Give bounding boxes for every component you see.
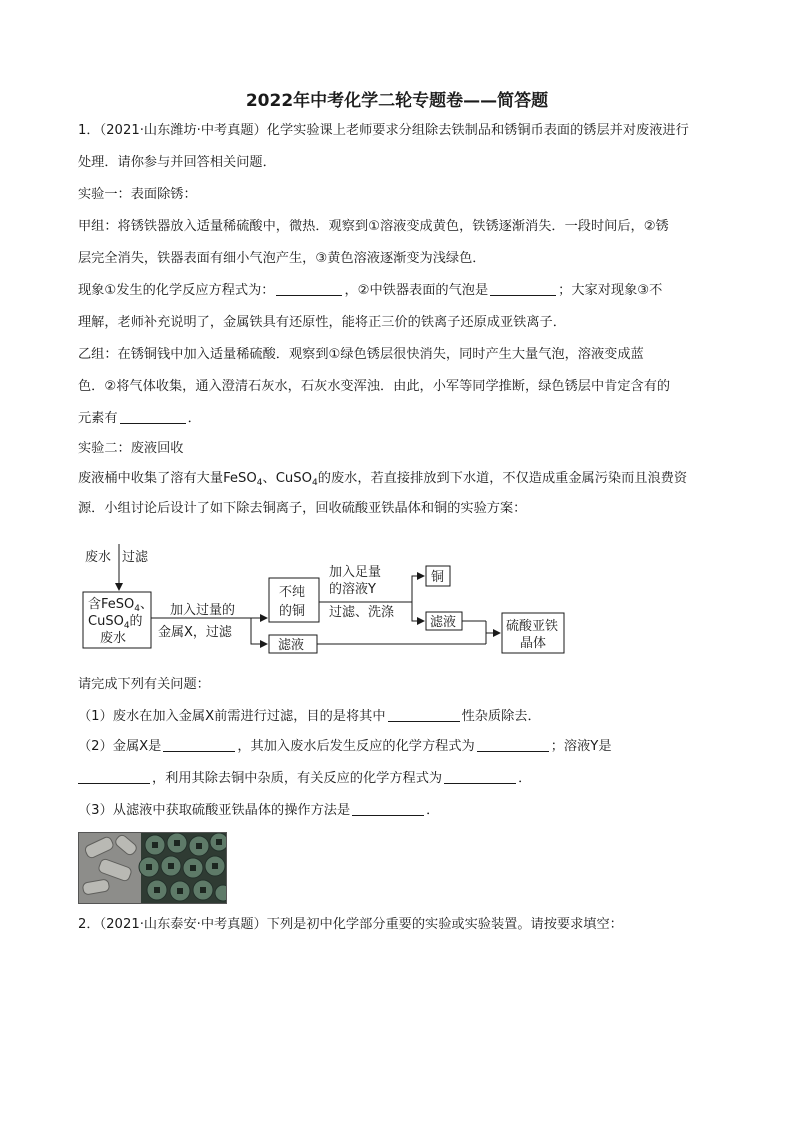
flow-arrow1-label1: 加入过量的: [170, 603, 236, 618]
observation-text-b: ，②中铁器表面的气泡是: [344, 283, 489, 298]
flow-box-input-line1: 含FeSO$_4$、: [88, 597, 153, 614]
group-yi-line2: 色．②将气体收集，通入澄清石灰水，石灰水变浑浊．由此，小军等同学推断，绿色锈层中肯定含有的: [78, 379, 671, 394]
sub-question-2-text-e: ．: [518, 771, 532, 786]
page-title: 2022年中考化学二轮专题卷——简答题: [245, 91, 549, 111]
answer-blank-equation-3[interactable]: [444, 769, 516, 784]
sub-question-3-text-b: ．: [426, 803, 440, 818]
sub-question-2-text-a: （2）金属X是: [78, 739, 162, 754]
answer-blank-elements[interactable]: [120, 409, 186, 424]
group-yi-line3: [78, 406, 718, 432]
sub-question-1-text-b: 性杂质除去．: [461, 709, 541, 724]
flow-label-wastewater: 废水: [85, 550, 112, 565]
q2-intro: 2．（2021·山东泰安·中考真题）下列是初中化学部分重要的实验或实验装置。请按要求填空：: [78, 917, 623, 932]
flowchart-diagram: [76, 538, 576, 662]
flow-arrow-to-filtrate: [251, 618, 267, 644]
flow-arrow-to-copper: [412, 576, 424, 602]
group-jia-line2: 层完全消失，铁器表面有细小气泡产生，③黄色溶液逐渐变为浅绿色．: [78, 251, 486, 266]
observation-text-c: ；大家对现象③不: [558, 283, 663, 298]
answer-blank-equation-1[interactable]: [276, 281, 342, 296]
flow-box-copper-label: 铜: [431, 570, 445, 585]
flow-box-input-line2: CuSO$_4$的: [88, 614, 143, 631]
flow-arrow2-label1: 加入足量: [329, 565, 382, 580]
sub-question-2-line1: [78, 734, 718, 760]
flow-arrow2-label2: 的溶液Y: [329, 582, 376, 597]
observation-text-a: 现象①发生的化学反应方程式为：: [78, 283, 275, 298]
observation-line1: [78, 278, 718, 304]
sub-question-2-text-c: ；溶液Y是: [550, 739, 612, 754]
flow-box-product-line1: 硫酸亚铁: [506, 619, 559, 634]
flow-box-filtrate-bottom-label: 滤液: [278, 638, 305, 653]
answer-blank-impurity[interactable]: [388, 707, 460, 722]
group-jia-line1: 甲组：将锈铁器放入适量稀硫酸中，微热．观察到①溶液变成黄色，铁锈逐渐消失．一段时间后，②锈: [78, 219, 669, 234]
waste-text-b: 的废水，若直接排放到下水道，不仅造成重金属污染而且浪费资: [317, 471, 688, 486]
q1-intro-line2: 处理．请你参与并回答相关问题．: [78, 155, 276, 170]
group-yi-text-a: 元素有: [78, 411, 118, 426]
rusty-items-illustration: [79, 833, 226, 903]
waste-line1: [78, 466, 718, 496]
answer-blank-metal-x[interactable]: [163, 737, 235, 752]
experiment-one-heading: 实验一：表面除锈：: [78, 187, 197, 202]
waste-line2: 源．小组讨论后设计了如下除去铜离子，回收硫酸亚铁晶体和铜的实验方案：: [78, 501, 527, 516]
sub-question-3: [78, 798, 718, 824]
formula-subscript: 4: [312, 478, 318, 488]
flow-arrow-to-filtrate-top: [412, 602, 424, 621]
q1-intro-line1: 1．（2021·山东潍坊·中考真题）化学实验课上老师要求分组除去铁制品和锈铜币表面的锈层并对废液进行: [78, 123, 689, 138]
group-yi-line1: 乙组：在锈铜钱中加入适量稀硫酸．观察到①绿色锈层很快消失，同时产生大量气泡，溶液变成蓝: [78, 347, 644, 362]
formula-separator: 、: [262, 471, 276, 486]
flow-arrow1-label2: 金属X，过滤: [158, 625, 232, 640]
experiment-two-heading: 实验二：废液回收: [78, 441, 184, 456]
questions-intro: 请完成下列有关问题：: [78, 677, 210, 692]
flow-box-impure-line2: 的铜: [279, 604, 306, 619]
formula-cuso4: CuSO: [275, 471, 313, 486]
answer-blank-equation-2[interactable]: [477, 737, 549, 752]
sub-question-2-line2: [78, 766, 718, 792]
observation-line2: 理解，老师补充说明了，金属铁具有还原性，能将正三价的铁离子还原成亚铁离子．: [78, 315, 566, 330]
flow-box-product-line2: 晶体: [520, 636, 547, 651]
flow-label-filter: 过滤: [122, 550, 149, 565]
formula-feso4: FeSO: [223, 471, 257, 486]
answer-blank-operation[interactable]: [352, 801, 424, 816]
sub-question-3-text-a: （3）从滤液中获取硫酸亚铁晶体的操作方法是: [78, 803, 351, 818]
flow-box-input-line3: 废水: [100, 631, 127, 646]
sub-question-2-text-b: ，其加入废水后发生反应的化学方程式为: [237, 739, 475, 754]
answer-blank-solution-y[interactable]: [78, 769, 150, 784]
sub-question-2-text-d: ，利用其除去铜中杂质，有关反应的化学方程式为: [152, 771, 443, 786]
flow-box-impure-line1: 不纯: [279, 585, 306, 600]
sub-question-1: [78, 704, 718, 730]
group-yi-text-b: ．: [187, 411, 201, 426]
flow-box-filtrate-top-label: 滤液: [430, 615, 457, 630]
rusty-items-photo: [78, 832, 227, 904]
answer-blank-gas[interactable]: [490, 281, 556, 296]
formula-subscript: 4: [256, 478, 263, 488]
flow-arrow2-label3: 过滤、洗涤: [329, 605, 395, 620]
sub-question-1-text-a: （1）废水在加入金属X前需进行过滤，目的是将其中: [78, 709, 386, 724]
waste-text-a: 废液桶中收集了溶有大量: [78, 471, 224, 486]
